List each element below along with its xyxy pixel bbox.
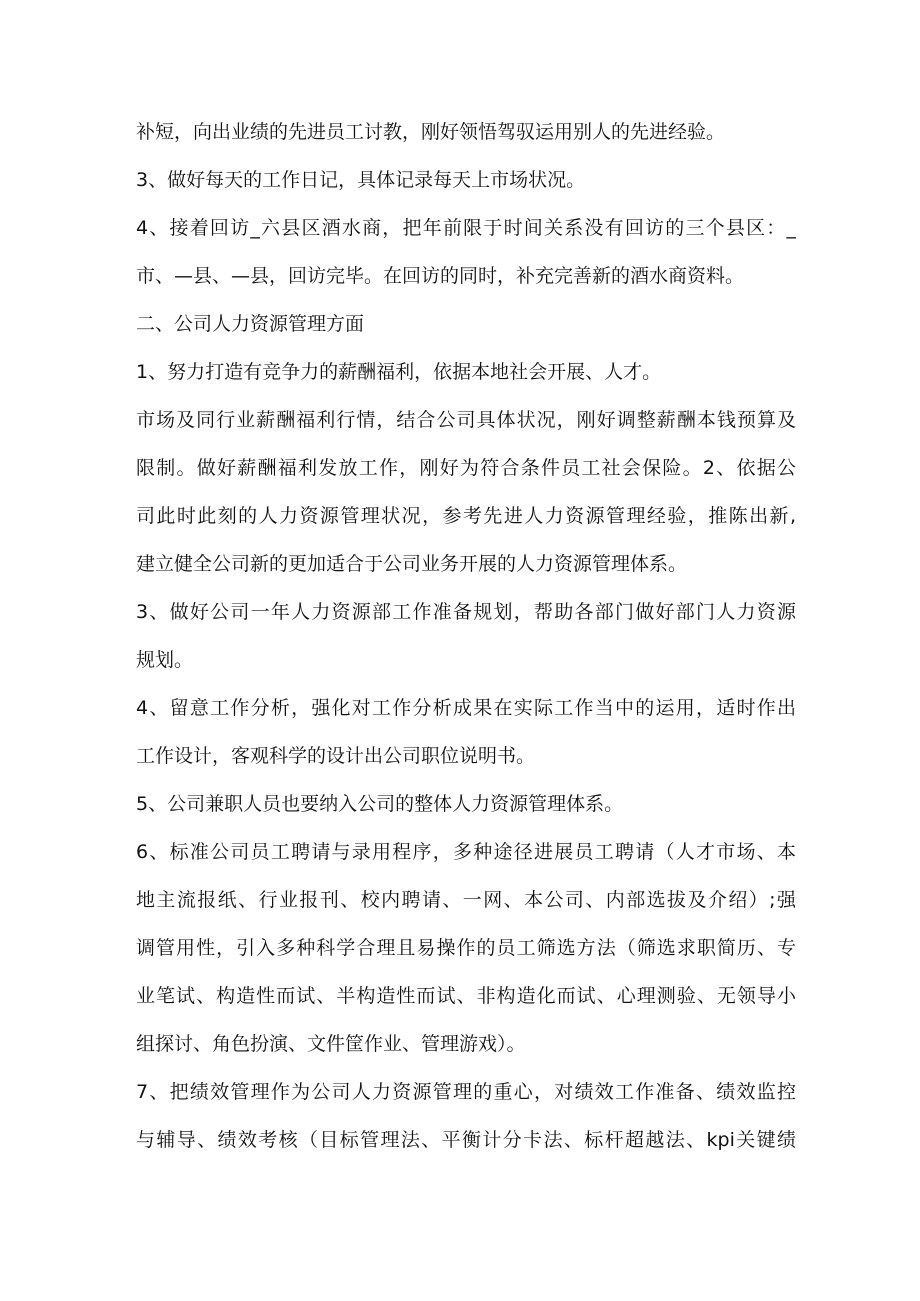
text-line: 司此时此刻的人力资源管理状况，参考先进人力资源管理经验，推陈出新, — [136, 505, 796, 527]
text-line: 补短，向出业绩的先进员工讨教，刚好领悟驾驭运用别人的先进经验。 — [136, 121, 726, 143]
text-line: 限制。做好薪酬福利发放工作，刚好为符合条件员工社会保险。2、依据公 — [136, 457, 796, 479]
text-line: 市场及同行业薪酬福利行情，结合公司具体状况，刚好调整薪酬本钱预算及 — [136, 409, 796, 431]
text-line: 市、—县、—县，回访完毕。在回访的同时，补充完善新的酒水商资料。 — [136, 265, 745, 287]
text-line: 5、公司兼职人员也要纳入公司的整体人力资源管理体系。 — [136, 793, 624, 815]
text-line: 3、做好公司一年人力资源部工作准备规划，帮助各部门做好部门人力资源 — [136, 601, 796, 623]
text-line: 6、标准公司员工聘请与录用程序，多种途径进展员工聘请（人才市场、本 — [136, 841, 796, 863]
section-heading: 二、公司人力资源管理方面 — [136, 313, 365, 335]
text-line: 3、做好每天的工作日记，具体记录每天上市场状况。 — [136, 169, 586, 191]
text-line: 业笔试、构造性而试、半构造性而试、非构造化而试、心理测验、无领导小 — [136, 985, 796, 1007]
document-body — [136, 108, 796, 1164]
text-line: 4、接着回访_六县区酒水商，把年前限于时间关系没有回访的三个县区：_ — [136, 217, 796, 239]
text-line: 规划。 — [136, 649, 194, 671]
text-line: 组探讨、角色扮演、文件筐作业、管理游戏）。 — [136, 1033, 526, 1055]
text-line: 工作设计，客观科学的设计出公司职位说明书。 — [136, 745, 536, 767]
text-line: 1、努力打造有竞争力的薪酬福利，依据本地社会开展、人才。 — [136, 361, 662, 383]
text-line: 建立健全公司新的更加适合于公司业务开展的人力资源管理体系。 — [136, 553, 688, 575]
text-line: 与辅导、绩效考核（目标管理法、平衡计分卡法、标杆超越法、kpi关键绩 — [136, 1129, 796, 1151]
text-line: 调管用性，引入多种科学合理且易操作的员工筛选方法（筛选求职简历、专 — [136, 937, 796, 959]
text-line: 4、留意工作分析，强化对工作分析成果在实际工作当中的运用，适时作出 — [136, 697, 796, 719]
text-line: 地主流报纸、行业报刊、校内聘请、一网、本公司、内部选拔及介绍）;强 — [136, 889, 796, 911]
text-line: 7、把绩效管理作为公司人力资源管理的重心，对绩效工作准备、绩效监控 — [136, 1081, 796, 1103]
